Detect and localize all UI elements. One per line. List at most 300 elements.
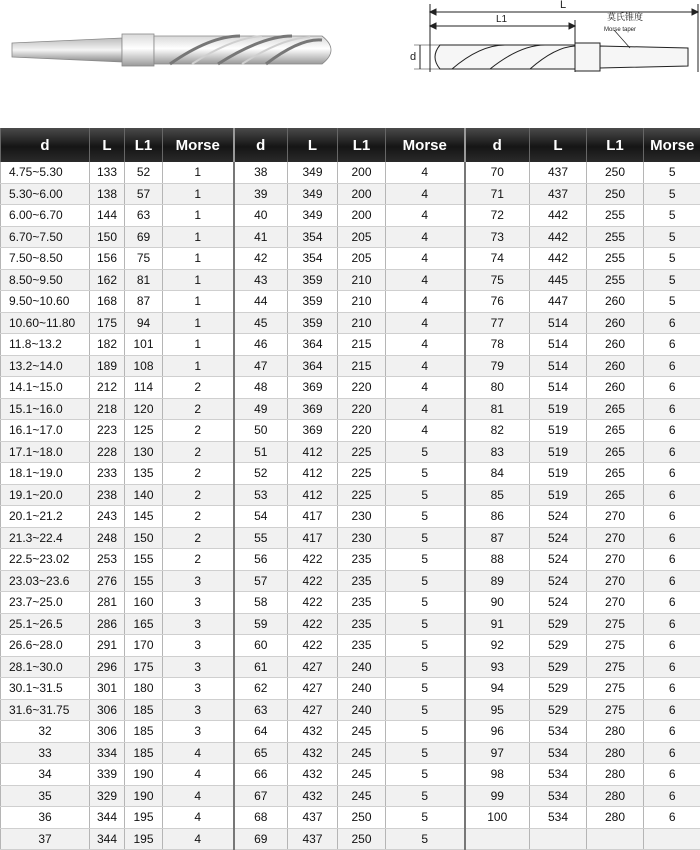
cell-d: 75 — [465, 269, 530, 291]
cell-L: 306 — [90, 699, 125, 721]
cell-L1: 225 — [338, 484, 386, 506]
cell-d: 53 — [234, 484, 288, 506]
cell-L1: 240 — [338, 656, 386, 678]
cell-d: 76 — [465, 291, 530, 313]
cell-morse: 5 — [644, 226, 700, 248]
cell-morse: 5 — [386, 484, 465, 506]
cell-L: 291 — [90, 635, 125, 657]
cell-L: 412 — [288, 484, 338, 506]
cell-L1: 75 — [125, 248, 163, 270]
cell-L1: 235 — [338, 570, 386, 592]
cell-d: 41 — [234, 226, 288, 248]
cell-L: 150 — [90, 226, 125, 248]
cell-L: 524 — [530, 527, 587, 549]
col-header-L: L — [530, 128, 587, 162]
cell-L: 519 — [530, 398, 587, 420]
cell-L: 253 — [90, 549, 125, 571]
cell-L: 412 — [288, 441, 338, 463]
table-row — [1, 828, 700, 850]
cell-L1: 135 — [125, 463, 163, 485]
cell-L1: 210 — [338, 312, 386, 334]
cell-morse: 2 — [163, 420, 234, 442]
drill-drawing — [414, 4, 698, 72]
cell-L1: 81 — [125, 269, 163, 291]
cell-L: 369 — [288, 420, 338, 442]
cell-morse: 6 — [644, 635, 700, 657]
cell-morse: 4 — [386, 312, 465, 334]
cell-morse: 3 — [163, 613, 234, 635]
cell-L1: 215 — [338, 355, 386, 377]
table-row — [1, 742, 700, 764]
cell-L: 524 — [530, 506, 587, 528]
cell-d: 54 — [234, 506, 288, 528]
cell-morse: 6 — [644, 506, 700, 528]
cell-L1: 185 — [125, 721, 163, 743]
cell-d: 73 — [465, 226, 530, 248]
cell-d: 74 — [465, 248, 530, 270]
cell-d: 6.70~7.50 — [1, 226, 90, 248]
cell-L: 223 — [90, 420, 125, 442]
cell-L: 364 — [288, 334, 338, 356]
cell-L1: 120 — [125, 398, 163, 420]
cell-morse: 6 — [644, 312, 700, 334]
cell-L1: 200 — [338, 205, 386, 227]
cell-d: 51 — [234, 441, 288, 463]
cell-L1: 195 — [125, 828, 163, 850]
cell-morse: 6 — [644, 721, 700, 743]
cell-morse: 4 — [386, 162, 465, 183]
cell-morse: 1 — [163, 312, 234, 334]
cell-morse: 1 — [163, 334, 234, 356]
cell-morse: 5 — [386, 785, 465, 807]
cell-d: 35 — [1, 785, 90, 807]
cell-L1: 101 — [125, 334, 163, 356]
cell-L: 442 — [530, 226, 587, 248]
cell-L: 447 — [530, 291, 587, 313]
table-row — [1, 549, 700, 571]
cell-d: 47 — [234, 355, 288, 377]
cell-L1: 190 — [125, 785, 163, 807]
cell-L: 524 — [530, 549, 587, 571]
cell-L1: 225 — [338, 463, 386, 485]
cell-d: 20.1~21.2 — [1, 506, 90, 528]
col-header-L1: L1 — [587, 128, 644, 162]
table-header — [1, 128, 700, 162]
cell-morse: 2 — [163, 398, 234, 420]
cell-morse: 6 — [644, 398, 700, 420]
cell-morse: 2 — [163, 527, 234, 549]
cell-morse: 4 — [163, 807, 234, 829]
table-row — [1, 355, 700, 377]
cell-L1: 245 — [338, 764, 386, 786]
cell-L1: 250 — [587, 183, 644, 205]
cell-d: 48 — [234, 377, 288, 399]
cell-morse: 1 — [163, 291, 234, 313]
cell-morse: 5 — [644, 269, 700, 291]
cell-morse: 6 — [644, 570, 700, 592]
table-row — [1, 613, 700, 635]
cell-d: 31.6~31.75 — [1, 699, 90, 721]
cell-d: 88 — [465, 549, 530, 571]
cell-L: 306 — [90, 721, 125, 743]
cell-L1: 155 — [125, 549, 163, 571]
table-row — [1, 334, 700, 356]
cell-morse: 3 — [163, 699, 234, 721]
cell-d: 15.1~16.0 — [1, 398, 90, 420]
cell-d: 50 — [234, 420, 288, 442]
cell-L1: 235 — [338, 549, 386, 571]
cell-L: 281 — [90, 592, 125, 614]
cell-d: 97 — [465, 742, 530, 764]
table-row — [1, 764, 700, 786]
cell-L: 529 — [530, 699, 587, 721]
cell-d: 94 — [465, 678, 530, 700]
cell-morse: 4 — [163, 764, 234, 786]
cell-L1: 215 — [338, 334, 386, 356]
cell-L: 422 — [288, 592, 338, 614]
cell-d: 68 — [234, 807, 288, 829]
cell-d: 61 — [234, 656, 288, 678]
cell-morse: 2 — [163, 484, 234, 506]
cell-L: 248 — [90, 527, 125, 549]
cell-L1: 265 — [587, 484, 644, 506]
cell-d: 26.6~28.0 — [1, 635, 90, 657]
cell-L: 359 — [288, 269, 338, 291]
cell-morse: 5 — [386, 592, 465, 614]
cell-L1: 270 — [587, 592, 644, 614]
cell-d: 89 — [465, 570, 530, 592]
table-row — [1, 463, 700, 485]
cell-L1 — [587, 828, 644, 850]
cell-d: 81 — [465, 398, 530, 420]
cell-morse: 2 — [163, 377, 234, 399]
table-row — [1, 506, 700, 528]
cell-morse: 1 — [163, 205, 234, 227]
cell-L1: 210 — [338, 269, 386, 291]
cell-L: 349 — [288, 162, 338, 183]
cell-L: 286 — [90, 613, 125, 635]
cell-L: 534 — [530, 785, 587, 807]
col-header-d: d — [465, 128, 530, 162]
cell-d: 8.50~9.50 — [1, 269, 90, 291]
cell-L1: 260 — [587, 291, 644, 313]
cell-L1: 200 — [338, 183, 386, 205]
cell-L: 422 — [288, 635, 338, 657]
cell-L1: 63 — [125, 205, 163, 227]
cell-d: 78 — [465, 334, 530, 356]
cell-morse: 6 — [644, 699, 700, 721]
cell-d: 96 — [465, 721, 530, 743]
cell-morse: 5 — [386, 699, 465, 721]
cell-morse: 4 — [386, 291, 465, 313]
cell-morse: 1 — [163, 183, 234, 205]
cell-L1: 235 — [338, 613, 386, 635]
cell-L1: 235 — [338, 635, 386, 657]
cell-morse: 6 — [644, 764, 700, 786]
cell-L1: 240 — [338, 699, 386, 721]
cell-d: 42 — [234, 248, 288, 270]
cell-morse: 6 — [644, 420, 700, 442]
cell-d: 36 — [1, 807, 90, 829]
cell-morse: 6 — [644, 549, 700, 571]
cell-L1: 270 — [587, 549, 644, 571]
cell-morse: 2 — [163, 441, 234, 463]
table-row — [1, 248, 700, 270]
cell-L1: 245 — [338, 742, 386, 764]
cell-L: 162 — [90, 269, 125, 291]
table-row — [1, 527, 700, 549]
cell-L: 519 — [530, 463, 587, 485]
cell-L: 412 — [288, 463, 338, 485]
cell-morse: 5 — [386, 764, 465, 786]
cell-morse: 5 — [386, 678, 465, 700]
cell-L1: 230 — [338, 527, 386, 549]
cell-morse: 4 — [386, 398, 465, 420]
cell-d: 57 — [234, 570, 288, 592]
cell-L: 422 — [288, 570, 338, 592]
col-header-L1: L1 — [338, 128, 386, 162]
cell-morse: 5 — [386, 635, 465, 657]
cell-morse: 5 — [386, 721, 465, 743]
cell-morse: 6 — [644, 484, 700, 506]
cell-d: 58 — [234, 592, 288, 614]
cell-L1: 145 — [125, 506, 163, 528]
cell-L1: 275 — [587, 613, 644, 635]
cell-L: 427 — [288, 656, 338, 678]
cell-morse: 5 — [386, 441, 465, 463]
table-row — [1, 570, 700, 592]
cell-morse: 4 — [163, 785, 234, 807]
cell-morse: 6 — [644, 441, 700, 463]
cell-L: 432 — [288, 785, 338, 807]
cell-L1: 250 — [338, 828, 386, 850]
cell-L1: 255 — [587, 269, 644, 291]
cell-d: 63 — [234, 699, 288, 721]
cell-d: 49 — [234, 398, 288, 420]
dim-d-label: d — [410, 51, 416, 63]
cell-morse: 6 — [644, 785, 700, 807]
cell-d: 64 — [234, 721, 288, 743]
cell-L1: 220 — [338, 420, 386, 442]
cell-L1: 94 — [125, 312, 163, 334]
cell-morse: 4 — [386, 205, 465, 227]
cell-L: 529 — [530, 635, 587, 657]
cell-d: 23.03~23.6 — [1, 570, 90, 592]
cell-L1: 280 — [587, 721, 644, 743]
cell-L1: 170 — [125, 635, 163, 657]
cell-morse: 3 — [163, 635, 234, 657]
cell-L1: 275 — [587, 678, 644, 700]
cell-L1: 140 — [125, 484, 163, 506]
cell-d: 9.50~10.60 — [1, 291, 90, 313]
cell-L: 445 — [530, 269, 587, 291]
cell-L1: 245 — [338, 721, 386, 743]
cell-morse: 4 — [386, 377, 465, 399]
cell-L: 138 — [90, 183, 125, 205]
cell-L1: 165 — [125, 613, 163, 635]
cell-L1: 69 — [125, 226, 163, 248]
cell-d: 21.3~22.4 — [1, 527, 90, 549]
cell-L: 422 — [288, 613, 338, 635]
cell-morse: 6 — [644, 355, 700, 377]
cell-L1: 255 — [587, 205, 644, 227]
cell-d: 40 — [234, 205, 288, 227]
cell-d: 99 — [465, 785, 530, 807]
cell-morse: 1 — [163, 355, 234, 377]
drill-photo — [12, 34, 331, 66]
table-row — [1, 484, 700, 506]
cell-morse: 4 — [386, 248, 465, 270]
cell-morse: 5 — [644, 248, 700, 270]
cell-d: 11.8~13.2 — [1, 334, 90, 356]
cell-L: 427 — [288, 699, 338, 721]
cell-morse: 4 — [386, 183, 465, 205]
col-header-L: L — [90, 128, 125, 162]
table-row — [1, 162, 700, 183]
cell-d: 69 — [234, 828, 288, 850]
cell-L: 529 — [530, 656, 587, 678]
cell-morse: 3 — [163, 721, 234, 743]
cell-d: 33 — [1, 742, 90, 764]
cell-morse: 3 — [163, 678, 234, 700]
table-row — [1, 183, 700, 205]
cell-morse: 2 — [163, 549, 234, 571]
table-row — [1, 807, 700, 829]
cell-d: 34 — [1, 764, 90, 786]
cell-L1: 225 — [338, 441, 386, 463]
cell-L1: 150 — [125, 527, 163, 549]
cell-L1: 245 — [338, 785, 386, 807]
cell-L1: 275 — [587, 699, 644, 721]
col-header-d: d — [234, 128, 288, 162]
cell-morse: 6 — [644, 678, 700, 700]
table-row — [1, 678, 700, 700]
cell-L1: 190 — [125, 764, 163, 786]
cell-d: 86 — [465, 506, 530, 528]
cell-d: 52 — [234, 463, 288, 485]
col-header-morse: Morse — [644, 128, 700, 162]
cell-morse: 2 — [163, 463, 234, 485]
cell-morse: 5 — [644, 205, 700, 227]
cell-L1: 280 — [587, 807, 644, 829]
cell-L: 524 — [530, 570, 587, 592]
cell-d — [465, 828, 530, 850]
cell-morse: 6 — [644, 334, 700, 356]
cell-L1: 220 — [338, 377, 386, 399]
cell-L1: 175 — [125, 656, 163, 678]
cell-L1: 180 — [125, 678, 163, 700]
table-row — [1, 721, 700, 743]
table-row — [1, 226, 700, 248]
cell-morse: 6 — [644, 592, 700, 614]
cell-d: 44 — [234, 291, 288, 313]
cell-d: 71 — [465, 183, 530, 205]
cell-d: 82 — [465, 420, 530, 442]
cell-L1: 260 — [587, 355, 644, 377]
cell-d: 37 — [1, 828, 90, 850]
cell-L: 189 — [90, 355, 125, 377]
table-row — [1, 420, 700, 442]
cell-d: 10.60~11.80 — [1, 312, 90, 334]
cell-L1: 108 — [125, 355, 163, 377]
cell-L: 344 — [90, 828, 125, 850]
cell-morse: 6 — [644, 613, 700, 635]
cell-L1: 240 — [338, 678, 386, 700]
cell-L: 156 — [90, 248, 125, 270]
cell-L1: 265 — [587, 441, 644, 463]
cell-L1: 205 — [338, 248, 386, 270]
cell-L: 133 — [90, 162, 125, 183]
cell-d: 67 — [234, 785, 288, 807]
cell-d: 87 — [465, 527, 530, 549]
cell-d: 84 — [465, 463, 530, 485]
cell-L1: 265 — [587, 398, 644, 420]
cell-d: 66 — [234, 764, 288, 786]
col-header-morse: Morse — [163, 128, 234, 162]
table-row — [1, 398, 700, 420]
cell-L: 339 — [90, 764, 125, 786]
cell-L1: 185 — [125, 699, 163, 721]
cell-morse: 5 — [386, 527, 465, 549]
table-row — [1, 635, 700, 657]
cell-L: 354 — [288, 248, 338, 270]
cell-L: 349 — [288, 183, 338, 205]
cell-L1: 250 — [587, 162, 644, 183]
table-row — [1, 291, 700, 313]
cell-L: 218 — [90, 398, 125, 420]
table-row — [1, 205, 700, 227]
cell-d: 72 — [465, 205, 530, 227]
dim-L-label: L — [560, 0, 566, 11]
cell-L: 144 — [90, 205, 125, 227]
cell-L1: 250 — [338, 807, 386, 829]
cell-d: 32 — [1, 721, 90, 743]
cell-morse: 3 — [163, 656, 234, 678]
cell-d: 16.1~17.0 — [1, 420, 90, 442]
cell-morse: 1 — [163, 226, 234, 248]
cell-d: 65 — [234, 742, 288, 764]
cell-L: 442 — [530, 248, 587, 270]
cell-d: 17.1~18.0 — [1, 441, 90, 463]
cell-L: 168 — [90, 291, 125, 313]
cell-L1: 230 — [338, 506, 386, 528]
cell-L: 432 — [288, 742, 338, 764]
cell-d: 60 — [234, 635, 288, 657]
cell-d: 56 — [234, 549, 288, 571]
cell-d: 22.5~23.02 — [1, 549, 90, 571]
cell-morse: 4 — [386, 269, 465, 291]
cell-L1: 265 — [587, 463, 644, 485]
cell-morse: 3 — [163, 592, 234, 614]
cell-L1: 270 — [587, 570, 644, 592]
cell-L: 369 — [288, 398, 338, 420]
cell-d: 55 — [234, 527, 288, 549]
cell-d: 18.1~19.0 — [1, 463, 90, 485]
table-row — [1, 699, 700, 721]
cell-L: 427 — [288, 678, 338, 700]
cell-morse: 4 — [386, 226, 465, 248]
cell-L1: 280 — [587, 764, 644, 786]
col-header-morse: Morse — [386, 128, 465, 162]
cell-d: 98 — [465, 764, 530, 786]
cell-L: 276 — [90, 570, 125, 592]
cell-L1: 260 — [587, 377, 644, 399]
cell-L1: 52 — [125, 162, 163, 183]
cell-L: 437 — [288, 828, 338, 850]
cell-L: 296 — [90, 656, 125, 678]
cell-morse: 1 — [163, 162, 234, 183]
cell-d: 90 — [465, 592, 530, 614]
